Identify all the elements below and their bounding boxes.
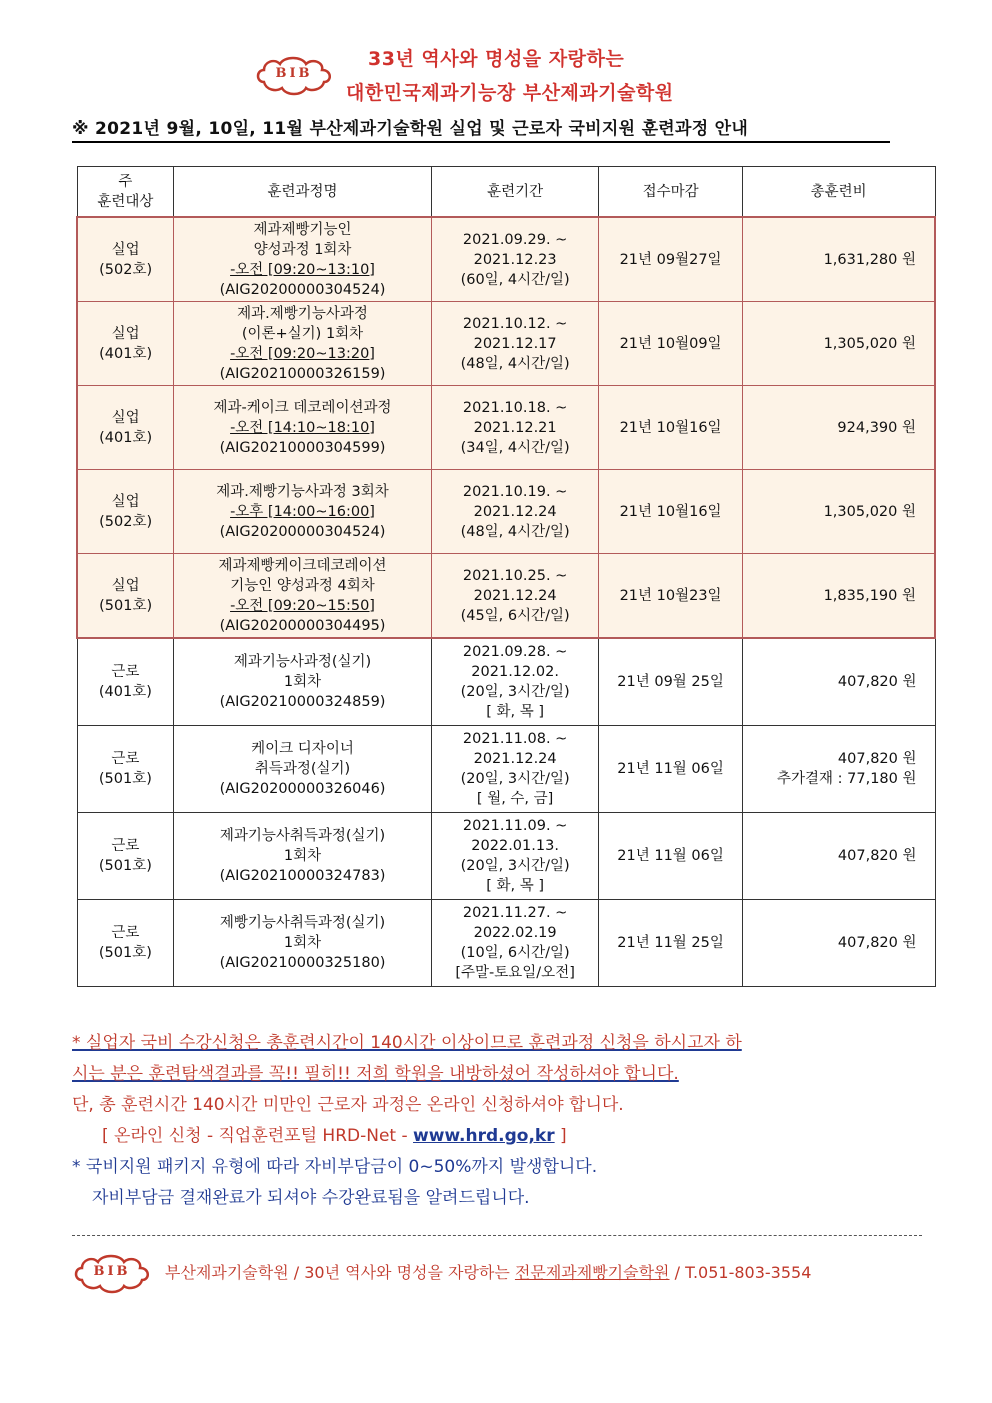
cell-deadline: 21년 09월27일 <box>599 217 742 302</box>
cell-fee: 1,305,020 원 <box>742 302 935 386</box>
cell-period: 2021.09.29. ~ 2021.12.23 (60일, 4시간/일) <box>431 217 599 302</box>
cell-target: 실업 (401호) <box>77 302 174 386</box>
cell-course: 제과제빵기능인 양성과정 1회차 -오전 [09:20~13:10] (AIG20200000304524) <box>174 217 432 302</box>
table-row <box>77 302 935 386</box>
footer-logo-text: BIB <box>93 1264 131 1279</box>
table-row <box>77 217 935 302</box>
note-line-2: 시는 분은 훈련탐색결과를 꼭!! 필히!! 저희 학원을 내방하셨어 작성하셔야 합니다. <box>72 1064 679 1084</box>
cell-fee: 407,820 원 <box>742 900 935 987</box>
header-academy-name: 대한민국제과기능장 부산제과기술학원 <box>346 82 674 104</box>
cell-fee: 1,631,280 원 <box>742 217 935 302</box>
bib-logo <box>254 52 334 98</box>
cell-deadline: 21년 10월16일 <box>599 470 742 554</box>
cell-deadline: 21년 09월 25일 <box>599 638 742 726</box>
note-line-1: * 실업자 국비 수강신청은 총훈련시간이 140시간 이상이므로 훈련과정 신청을 하시고자 하 <box>72 1033 742 1053</box>
table-header-row <box>77 167 935 218</box>
cell-deadline: 21년 11월 06일 <box>599 726 742 813</box>
table-row <box>77 638 935 726</box>
footer-part-1: 부산제과기술학원 / 30년 역사와 명성을 자랑하는 <box>165 1263 515 1282</box>
cell-fee: 1,305,020 원 <box>742 470 935 554</box>
cell-period: 2021.10.18. ~ 2021.12.21 (34일, 4시간/일) <box>431 386 599 470</box>
cell-target: 근로 (501호) <box>77 726 174 813</box>
divider <box>72 1235 922 1236</box>
logo-text: BIB <box>275 66 313 81</box>
cell-fee: 924,390 원 <box>742 386 935 470</box>
table-row <box>77 470 935 554</box>
hrd-net-link[interactable]: www.hrd.go,kr <box>413 1126 555 1146</box>
course-table <box>76 166 936 987</box>
header-course: 훈련과정명 <box>174 167 432 218</box>
cell-fee: 407,820 원 <box>742 813 935 900</box>
notes <box>72 1028 922 1214</box>
note-online-prefix: [ 온라인 신청 - 직업훈련포털 HRD-Net - <box>102 1126 414 1146</box>
table-row <box>77 813 935 900</box>
header-slogan: 33년 역사와 명성을 자랑하는 <box>368 48 625 70</box>
cell-target: 근로 (501호) <box>77 900 174 987</box>
footer-part-2: 전문제과제빵기술학원 <box>514 1263 670 1282</box>
header-period: 훈련기간 <box>431 167 599 218</box>
table-row <box>77 900 935 987</box>
header-fee: 총훈련비 <box>742 167 935 218</box>
cell-target: 실업 (401호) <box>77 386 174 470</box>
cell-fee: 407,820 원 <box>742 638 935 726</box>
footer-logo <box>72 1250 152 1296</box>
cell-course: 제과기능사과정(실기) 1회차 (AIG20210000324859) <box>174 638 432 726</box>
header-target: 주 훈련대상 <box>77 167 174 218</box>
cell-period: 2021.10.25. ~ 2021.12.24 (45일, 6시간/일) <box>431 554 599 639</box>
note-line-3: 단, 총 훈련시간 140시간 미만인 근로자 과정은 온라인 신청하셔야 합니다. <box>72 1095 624 1115</box>
cell-target: 실업 (502호) <box>77 470 174 554</box>
note-line-6: 자비부담금 결재완료가 되셔야 수강완료됨을 알려드립니다. <box>92 1188 530 1208</box>
cell-course: 케이크 디자이너 취득과정(실기) (AIG20200000326046) <box>174 726 432 813</box>
cell-fee: 407,820 원 추가결재 : 77,180 원 <box>742 726 935 813</box>
cell-deadline: 21년 11월 06일 <box>599 813 742 900</box>
table-row <box>77 386 935 470</box>
cell-course: 제과제빵케이크데코레이션 기능인 양성과정 4회차 -오전 [09:20~15:50] (AIG20200000304495) <box>174 554 432 639</box>
table-row <box>77 726 935 813</box>
footer-phone: / T.051-803-3554 <box>669 1263 812 1282</box>
note-line-5: * 국비지원 패키지 유형에 따라 자비부담금이 0~50%까지 발생합니다. <box>72 1157 598 1177</box>
cell-target: 근로 (401호) <box>77 638 174 726</box>
cell-period: 2021.09.28. ~ 2021.12.02. (20일, 3시간/일) [ 화, 목 ] <box>431 638 599 726</box>
cell-deadline: 21년 10월09일 <box>599 302 742 386</box>
note-online-suffix: ] <box>554 1126 567 1146</box>
cell-target: 실업 (501호) <box>77 554 174 639</box>
cell-period: 2021.11.09. ~ 2022.01.13. (20일, 3시간/일) [ 화, 목 ] <box>431 813 599 900</box>
table-row <box>77 554 935 639</box>
page-title: ※ 2021년 9월, 10일, 11월 부산제과기술학원 실업 및 근로자 국비지원 훈련과정 안내 <box>72 114 890 143</box>
cell-course: 제빵기능사취득과정(실기) 1회차 (AIG20210000325180) <box>174 900 432 987</box>
cell-deadline: 21년 10월16일 <box>599 386 742 470</box>
header <box>250 40 750 110</box>
cell-period: 2021.10.12. ~ 2021.12.17 (48일, 4시간/일) <box>431 302 599 386</box>
footer-text <box>165 1260 811 1283</box>
header-deadline: 접수마감 <box>599 167 742 218</box>
cell-target: 근로 (501호) <box>77 813 174 900</box>
note-online-apply <box>72 1121 922 1152</box>
cell-deadline: 21년 11월 25일 <box>599 900 742 987</box>
cell-target: 실업 (502호) <box>77 217 174 302</box>
cell-deadline: 21년 10월23일 <box>599 554 742 639</box>
cell-fee: 1,835,190 원 <box>742 554 935 639</box>
cell-course: 제과-케이크 데코레이션과정 -오전 [14:10~18:10] (AIG20210000304599) <box>174 386 432 470</box>
cell-period: 2021.11.08. ~ 2021.12.24 (20일, 3시간/일) [ 월, 수, 금] <box>431 726 599 813</box>
cell-period: 2021.11.27. ~ 2022.02.19 (10일, 6시간/일) [주말-토요일/오전] <box>431 900 599 987</box>
cell-course: 제과.제빵기능사과정 3회차 -오후 [14:00~16:00] (AIG20200000304524) <box>174 470 432 554</box>
cell-period: 2021.10.19. ~ 2021.12.24 (48일, 4시간/일) <box>431 470 599 554</box>
cell-course: 제과기능사취득과정(실기) 1회차 (AIG20210000324783) <box>174 813 432 900</box>
cell-course: 제과.제빵기능사과정 (이론+실기) 1회차 -오전 [09:20~13:20] (AIG20210000326159) <box>174 302 432 386</box>
